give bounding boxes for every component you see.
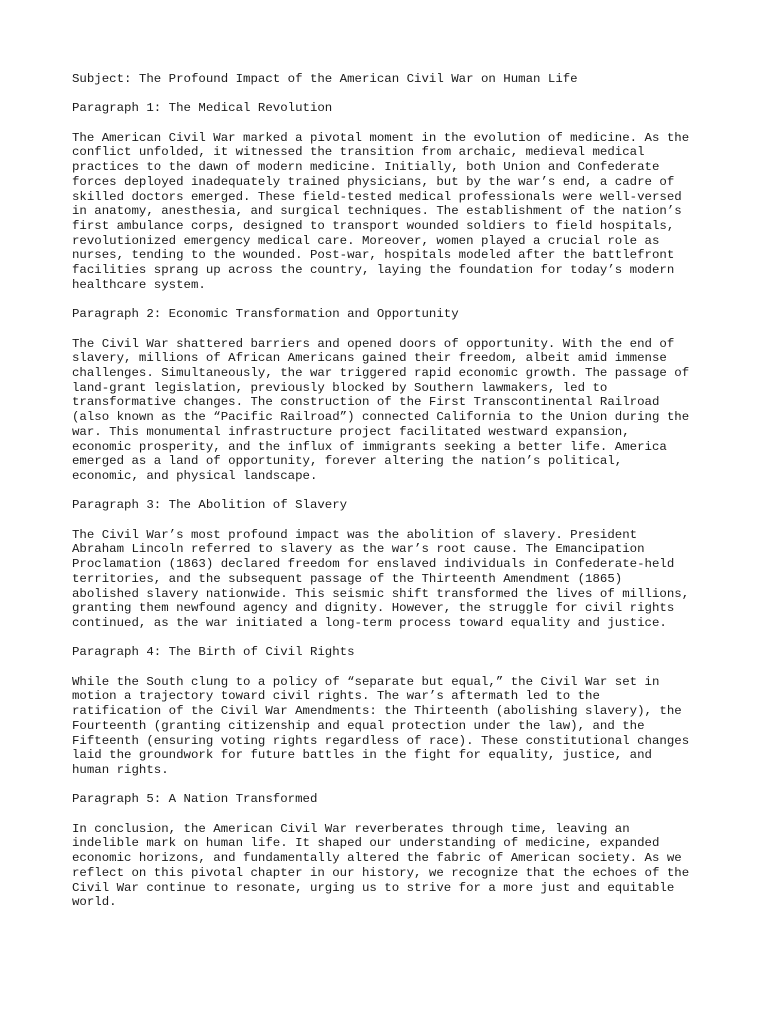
paragraph-heading: Paragraph 1: The Medical Revolution [72, 101, 333, 116]
paragraph-body: While the South clung to a policy of “separate but equal,” the Civil War set in motion a trajectory toward civil rights. The war’s aftermath led to the ratification of the Civil War Amendments: the Thirteenth (abolishing slavery), the Fourteenth (granting citizenship and equal protection under the law), and the Fifteenth (ensuring voting rights regardless of race). These constitutional changes laid the groundwork for future battles in the fight for equality, justice, and human rights. [72, 674, 690, 777]
paragraph-body: The American Civil War marked a pivotal moment in the evolution of medicine. As the conflict unfolded, it witnessed the transition from archaic, medieval medical practices to the dawn of modern medicine. Initially, both Union and Confederate forces deployed inadequately trained physicians, but by the war’s end, a cadre of skilled doctors emerged. These field-tested medical professionals were well-versed in anatomy, anesthesia, and surgical techniques. The establishment of the nation’s first ambulance corps, designed to transport wounded soldiers to field hospitals, revolutionized emergency medical care. Moreover, women played a crucial role as nurses, tending to the wounded. Post-war, hospitals modeled after the battlefront facilities sprang up across the country, laying the foundation for today’s modern healthcare system. [72, 130, 690, 292]
paragraph-body: In conclusion, the American Civil War reverberates through time, leaving an indelible mark on human life. It shaped our understanding of medicine, expanded economic horizons, and fundamentally altered the fabric of American society. As we reflect on this pivotal chapter in our history, we recognize that the echoes of the Civil War continue to resonate, urging us to strive for a more just and equitable world. [72, 821, 690, 910]
paragraph-2 [72, 307, 712, 483]
paragraph-heading: Paragraph 4: The Birth of Civil Rights [72, 645, 355, 660]
subject-line: Subject: The Profound Impact of the American Civil War on Human Life [72, 72, 578, 86]
paragraph-1 [72, 101, 712, 292]
paragraph-heading: Paragraph 5: A Nation Transformed [72, 792, 318, 807]
document-page [72, 72, 712, 925]
paragraph-3 [72, 498, 712, 630]
paragraph-heading: Paragraph 2: Economic Transformation and Opportunity [72, 307, 459, 322]
paragraph-body: The Civil War shattered barriers and opened doors of opportunity. With the end of slavery, millions of African Americans gained their freedom, albeit amid immense challenges. Simultaneously, the war triggered rapid economic growth. The passage of land-grant legislation, previously blocked by Southern lawmakers, led to transformative changes. The construction of the First Transcontinental Railroad (also known as the “Pacific Railroad”) connected California to the Union during the war. This monumental infrastructure project facilitated westward expansion, economic prosperity, and the influx of immigrants seeking a better life. America emerged as a land of opportunity, forever altering the nation’s political, economic, and physical landscape. [72, 336, 690, 483]
paragraph-heading: Paragraph 3: The Abolition of Slavery [72, 498, 348, 513]
paragraph-4 [72, 645, 712, 777]
paragraph-body: The Civil War’s most profound impact was the abolition of slavery. President Abraham Lincoln referred to slavery as the war’s root cause. The Emancipation Proclamation (1863) declared freedom for enslaved individuals in Confederate-held territories, and the subsequent passage of the Thirteenth Amendment (1865) abolished slavery nationwide. This seismic shift transformed the lives of millions, granting them newfound agency and dignity. However, the struggle for civil rights continued, as the war initiated a long-term process toward equality and justice. [72, 527, 690, 630]
paragraph-5 [72, 792, 712, 910]
